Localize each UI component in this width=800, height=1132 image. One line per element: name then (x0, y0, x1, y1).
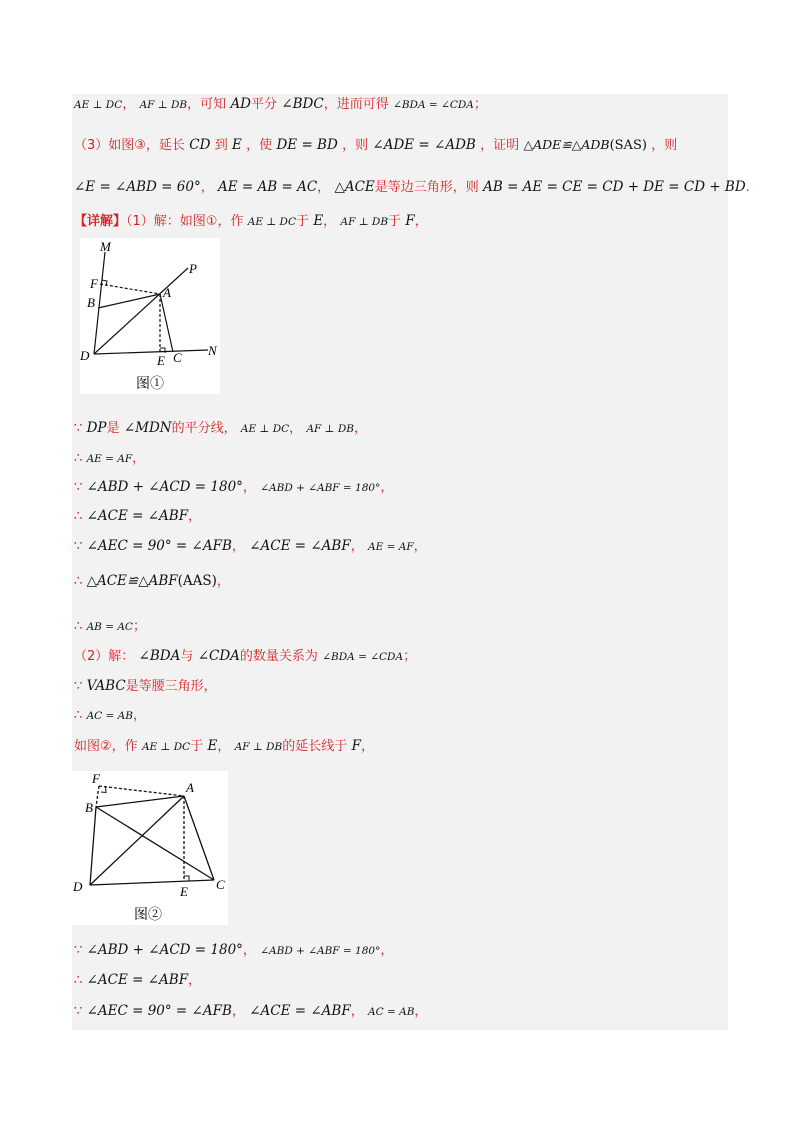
text-line-17: ∴ ∠ACE = ∠ABF， (74, 972, 202, 988)
text-line-10: ∴ △ACE≌△ABF(AAS)， (74, 573, 230, 589)
text-line-2: （3）如图③，延长 CD 到 E ，使 DE = BD ，则 ∠ADE = ∠ADB ，证明 △ADE≌△ADB(SAS) ，则 (74, 137, 678, 153)
text-line-3: ∠E = ∠ABD = 60°， AE = AB = AC， △ACE是等边三角形，则 AB = AE = CE = CD + DE = CD + BD. (74, 179, 750, 195)
right-angle-e (184, 876, 189, 881)
text-line-8: ∴ ∠ACE = ∠ABF， (74, 508, 202, 524)
label-e: E (180, 884, 188, 899)
segment-bd (90, 807, 96, 885)
figure-1-caption: 图① (136, 377, 164, 392)
segment-fb (96, 786, 99, 807)
label-e: E (157, 353, 165, 368)
label-d: D (73, 879, 83, 894)
text-line-7: ∵ ∠ABD + ∠ACD = 180°， ∠ABD + ∠ABF = 180°， (74, 479, 394, 495)
label-c: C (216, 877, 225, 892)
label-b: B (87, 295, 95, 310)
segment-ac (184, 796, 214, 880)
right-angle-f (102, 280, 107, 286)
segment-ba (96, 796, 184, 807)
segment-af (100, 284, 160, 294)
text-line-1: AE ⊥ DC， AF ⊥ DB，可知 AD平分 ∠BDC，进而可得 ∠BDA = ∠CDA； (74, 96, 487, 112)
ray-dm (94, 252, 105, 354)
text-line-12: （2）解： ∠BDA与 ∠CDA的数量关系为 ∠BDA = ∠CDA； (74, 648, 417, 664)
text-line-16: ∵ ∠ABD + ∠ACD = 180°， ∠ABD + ∠ABF = 180°， (74, 942, 394, 958)
figure-1 (80, 238, 220, 394)
label-m: M (100, 239, 111, 254)
label-b: B (85, 800, 93, 815)
segment-af (99, 786, 184, 796)
diagonal-da (90, 796, 184, 885)
text-line-11: ∴ AB = AC； (74, 619, 146, 634)
label-p: P (189, 261, 197, 276)
label-a: A (186, 780, 194, 795)
text-line-14: ∴ AC = AB， (74, 708, 146, 723)
label-a: A (163, 285, 171, 300)
label-d: D (80, 348, 90, 363)
text-line-9: ∵ ∠AEC = 90° = ∠AFB， ∠ACE = ∠ABF， AE = AF， (74, 538, 427, 554)
text-line-15: 如图②，作 AE ⊥ DC于 E， AF ⊥ DB的延长线于 F， (74, 738, 374, 754)
label-f: F (90, 276, 98, 291)
segment-ac (160, 294, 173, 352)
figure-2 (72, 771, 228, 925)
text-line-18: ∵ ∠AEC = 90° = ∠AFB， ∠ACE = ∠ABF， AC = AB， (74, 1003, 428, 1019)
text-line-5: ∵ DP是 ∠MDN的平分线， AE ⊥ DC， AF ⊥ DB， (74, 420, 368, 436)
text-line-13: ∵ VABC是等腰三角形， (74, 678, 217, 694)
text-line-6: ∴ AE = AF， (74, 451, 146, 466)
right-angle-f (101, 787, 106, 793)
label-n: N (208, 343, 217, 358)
figure-2-caption: 图② (134, 908, 162, 923)
diagonal-bc (96, 807, 214, 880)
text-line-4: 【详解】（1）解：如图①，作 AE ⊥ DC于 E， AF ⊥ DB于 F， (74, 213, 428, 229)
segment-dc (90, 880, 214, 885)
label-c: C (173, 350, 182, 365)
segment-ba (98, 294, 160, 308)
ray-dn (94, 350, 208, 354)
label-f: F (92, 771, 100, 786)
ray-dp (94, 268, 188, 354)
